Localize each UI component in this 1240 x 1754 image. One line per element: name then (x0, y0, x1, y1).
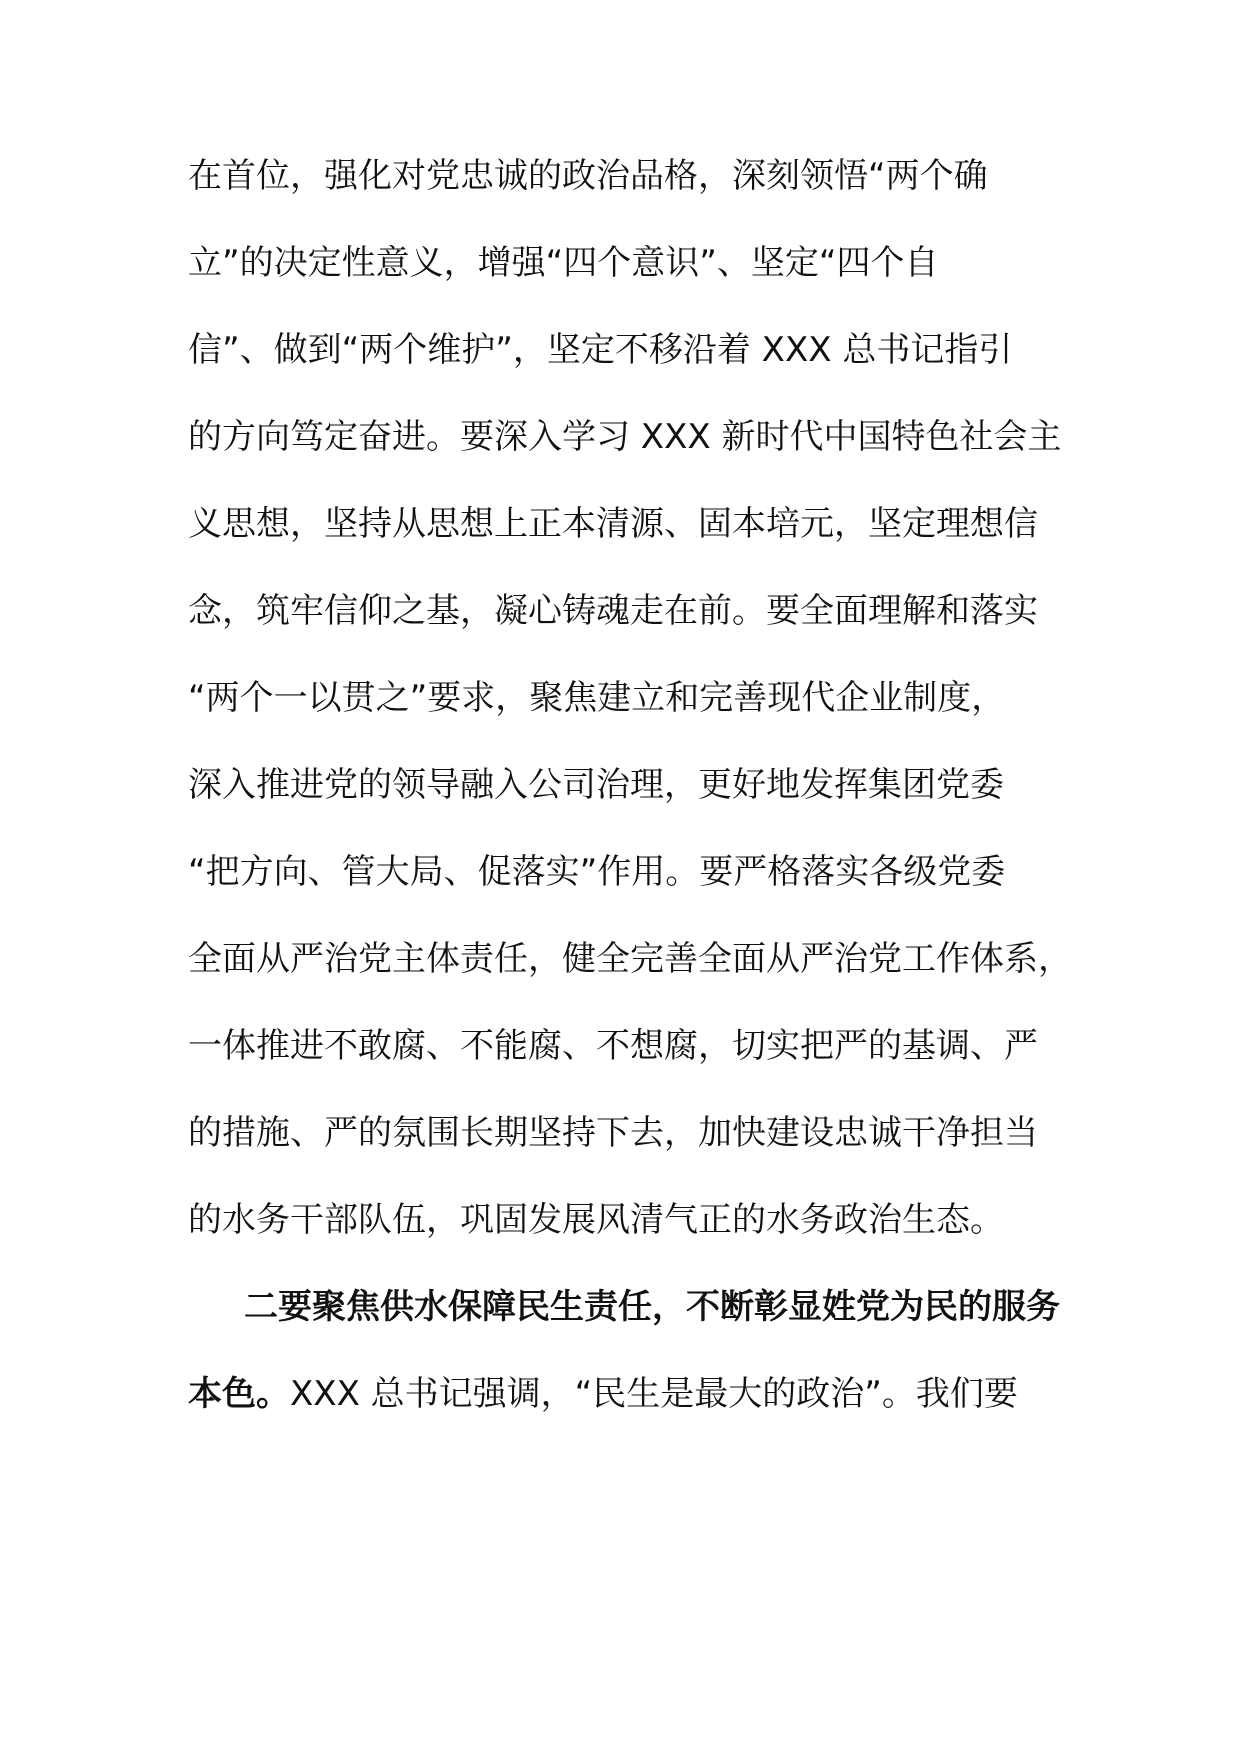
paragraph-line-6: 念，筑牢信仰之基，凝心铸魂走在前。要全面理解和落实 (188, 591, 1038, 631)
section-body-start: XXX 总书记强调，“民生是最大的政治”。我们要 (290, 1374, 1018, 1414)
paragraph-line-1: 在首位，强化对党忠诚的政治品格，深刻领悟“两个确 (188, 156, 988, 196)
paragraph-line-5: 义思想，坚持从思想上正本清源、固本培元，坚定理想信 (188, 504, 1038, 544)
paragraph-line-2: 立”的决定性意义，增强“四个意识”、坚定“四个自 (188, 243, 939, 283)
section-heading-tail: 本色。 (188, 1374, 290, 1414)
paragraph-line-7: “两个一以贯之”要求，聚焦建立和完善现代企业制度， (188, 678, 1006, 718)
paragraph-line-10: 全面从严治党主体责任，健全完善全面从严治党工作体系， (188, 939, 1072, 979)
paragraph-line-9: “把方向、管大局、促落实”作用。要严格落实各级党委 (188, 852, 1006, 892)
paragraph-line-13: 的水务干部队伍，巩固发展风清气正的水务政治生态。 (188, 1200, 1004, 1240)
paragraph-line-3: 信”、做到“两个维护”，坚定不移沿着 XXX 总书记指引 (188, 330, 1013, 370)
section-heading-line-1: 二要聚焦供水保障民生责任，不断彰显姓党为民的服务 (244, 1287, 1060, 1327)
paragraph-line-4: 的方向笃定奋进。要深入学习 XXX 新时代中国特色社会主 (188, 417, 1062, 457)
paragraph-line-12: 的措施、严的氛围长期坚持下去，加快建设忠诚干净担当 (188, 1113, 1038, 1153)
paragraph-line-8: 深入推进党的领导融入公司治理，更好地发挥集团党委 (188, 765, 1004, 805)
section-line-2 (188, 1368, 1088, 1420)
paragraph-line-11: 一体推进不敢腐、不能腐、不想腐，切实把严的基调、严 (188, 1026, 1038, 1066)
